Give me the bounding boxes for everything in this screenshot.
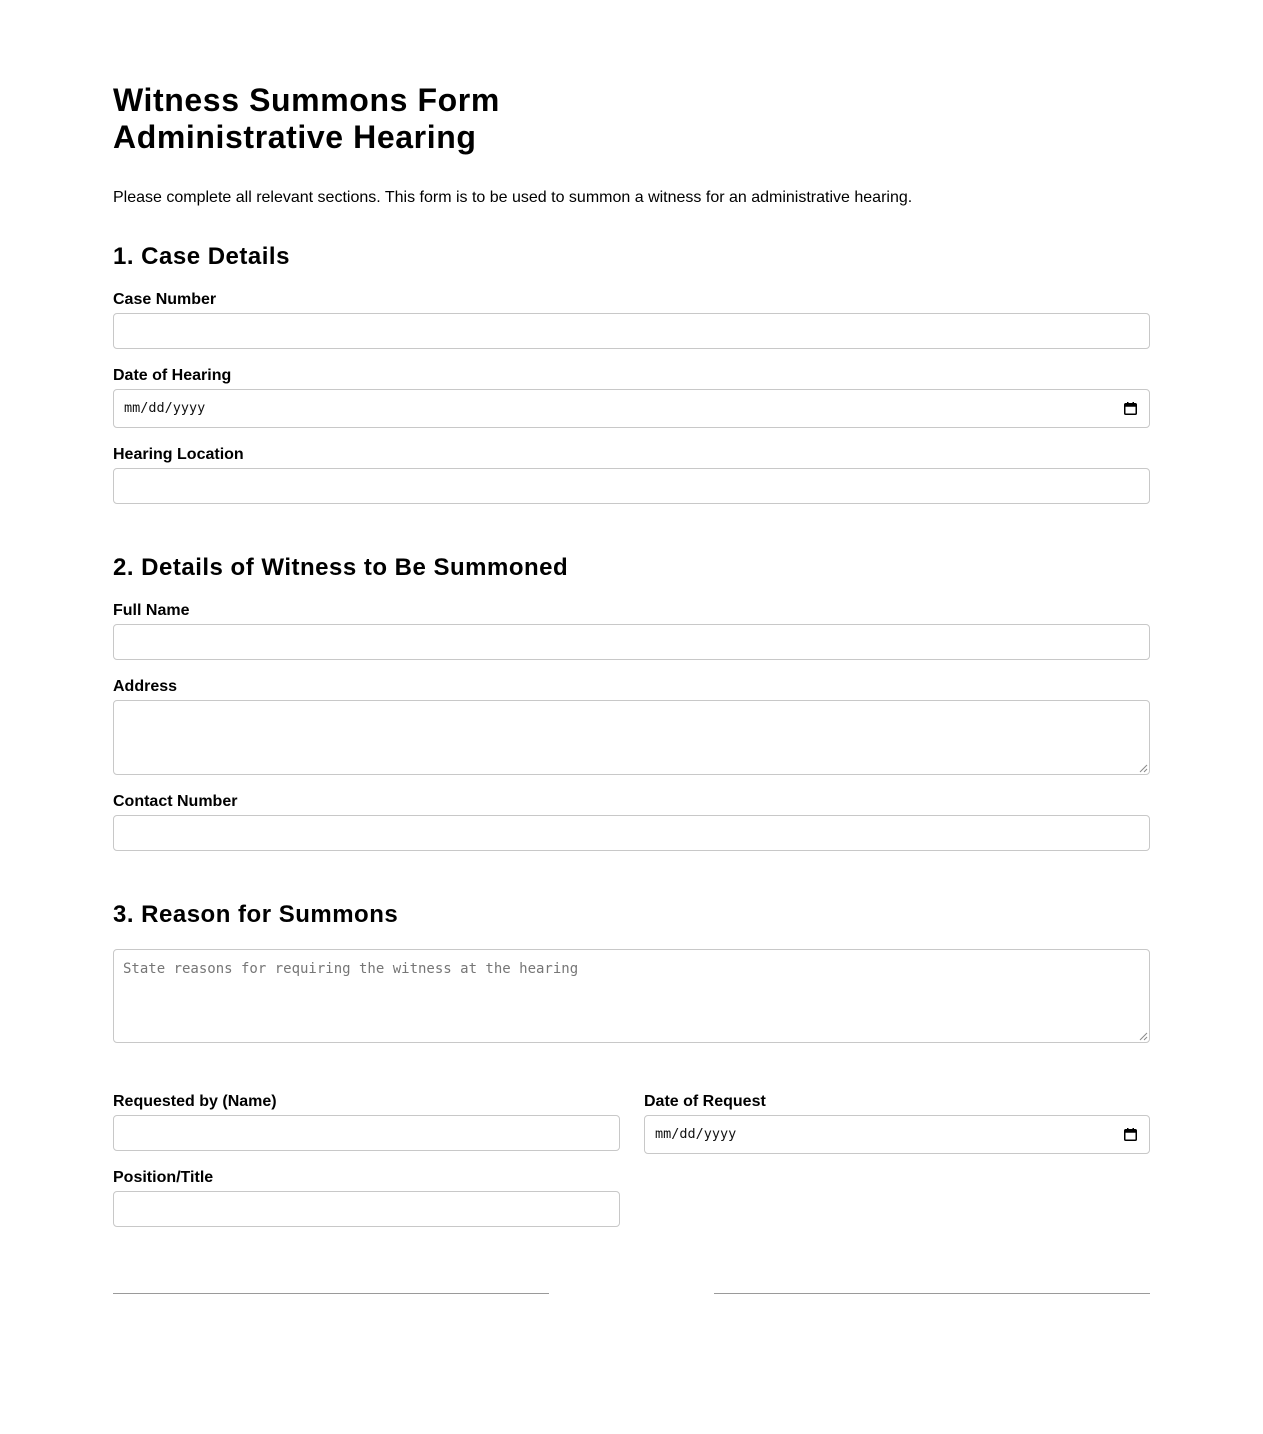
signature-line-left bbox=[113, 1293, 549, 1294]
hearing-date-input[interactable] bbox=[113, 389, 1150, 428]
title-line-1: Witness Summons Form bbox=[113, 82, 500, 118]
title-line-2: Administrative Hearing bbox=[113, 119, 477, 155]
intro-text: Please complete all relevant sections. This form is to be used to summon a witness for an administrative hearing. bbox=[113, 189, 913, 206]
position-title-label: Position/Title bbox=[113, 1169, 214, 1186]
page-title bbox=[113, 82, 500, 156]
hearing-date-label: Date of Hearing bbox=[113, 367, 232, 384]
hearing-date-value: mm/dd/yyyy bbox=[124, 400, 206, 416]
date-of-request-value: mm/dd/yyyy bbox=[655, 1126, 737, 1142]
case-number-label: Case Number bbox=[113, 291, 217, 308]
section-heading-case-details: 1. Case Details bbox=[113, 243, 290, 270]
requested-by-input[interactable] bbox=[113, 1115, 620, 1151]
date-of-request-input[interactable] bbox=[644, 1115, 1150, 1154]
section-heading-reason: 3. Reason for Summons bbox=[113, 901, 399, 928]
address-textarea[interactable] bbox=[113, 700, 1150, 775]
calendar-icon[interactable] bbox=[1124, 402, 1137, 415]
section-heading-witness-details: 2. Details of Witness to Be Summoned bbox=[113, 554, 569, 581]
address-label: Address bbox=[113, 678, 178, 695]
contact-number-input[interactable] bbox=[113, 815, 1150, 851]
requested-by-label: Requested by (Name) bbox=[113, 1093, 277, 1110]
resize-grip-icon[interactable] bbox=[1139, 764, 1148, 773]
full-name-input[interactable] bbox=[113, 624, 1150, 660]
hearing-location-label: Hearing Location bbox=[113, 446, 244, 463]
contact-number-label: Contact Number bbox=[113, 793, 238, 810]
signature-line-right bbox=[714, 1293, 1150, 1294]
resize-grip-icon[interactable] bbox=[1139, 1032, 1148, 1041]
hearing-location-input[interactable] bbox=[113, 468, 1150, 504]
date-of-request-label: Date of Request bbox=[644, 1093, 766, 1110]
reason-textarea[interactable] bbox=[113, 949, 1150, 1043]
position-title-input[interactable] bbox=[113, 1191, 620, 1227]
calendar-icon[interactable] bbox=[1124, 1128, 1137, 1141]
case-number-input[interactable] bbox=[113, 313, 1150, 349]
full-name-label: Full Name bbox=[113, 602, 190, 619]
reason-placeholder: State reasons for requiring the witness at the hearing bbox=[123, 961, 579, 977]
